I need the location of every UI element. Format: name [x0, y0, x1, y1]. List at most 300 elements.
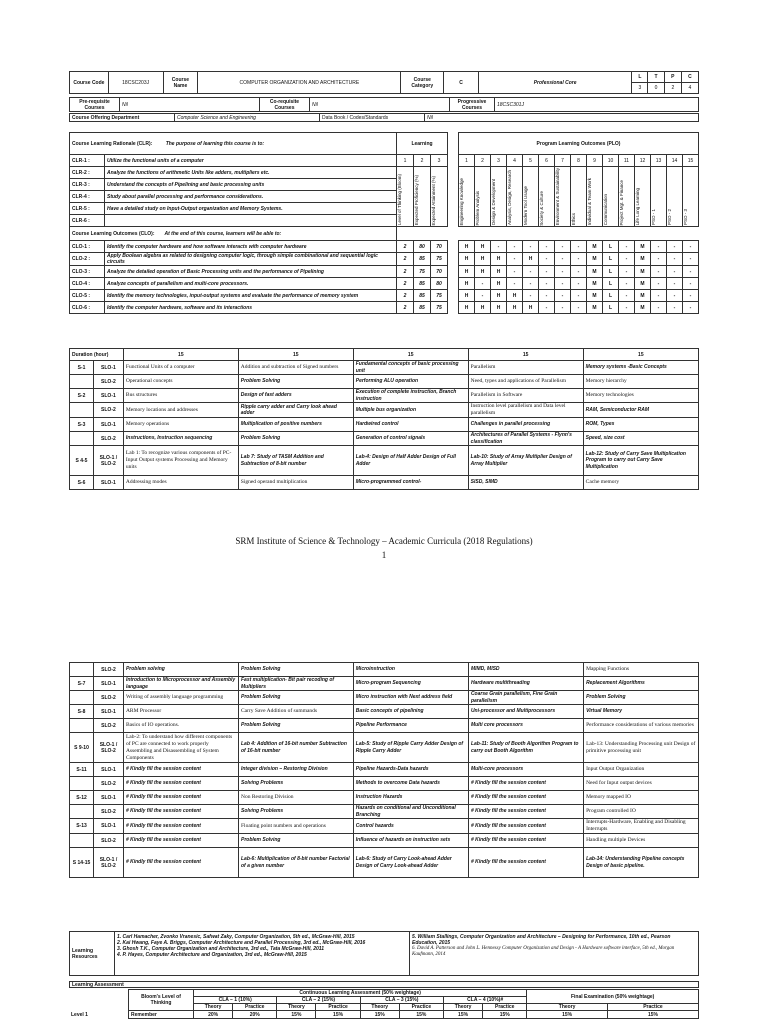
assessment-percent: 15% [360, 1011, 399, 1019]
session-topic: # Kindly fill the session content [123, 805, 238, 819]
clr-code: CLR-1 : [70, 155, 105, 167]
category-name: Professional Core [478, 72, 632, 94]
session-topic: Challenges in parallel processing [468, 418, 583, 432]
final-exam-header: Final Examination (50% weightage) [527, 990, 699, 1004]
session-topic: Instruction level parallelism and Data level parallelism [468, 403, 583, 418]
session-topic: Lab-5: Study of Ripple Carry Adder Design of Ripple Carry Adder [353, 733, 468, 763]
session-topic: Instructions, Instruction sequencing [123, 432, 238, 446]
clo-learning-value: 85 [414, 302, 431, 314]
schedule-table-2 [69, 662, 699, 878]
clr-text: Study about parallel processing and performance considerations. [105, 191, 397, 203]
course-code: 18CSC203J [108, 72, 163, 94]
plo-vertical-header [539, 167, 555, 227]
session-topic: Input Output Organization [584, 763, 699, 777]
coreq-label: Co-requisite Courses [260, 98, 310, 112]
session-label: S 4-5 [70, 446, 94, 476]
learning-vertical-label: Expected Proficiency (%) [414, 175, 419, 226]
clo-plo-value: - [667, 278, 683, 290]
clo-plo-value: - [683, 302, 699, 314]
clr-text: Utilize the functional units of a computer [105, 155, 397, 167]
clr-code: CLR-2 : [70, 167, 105, 179]
clo-plo-value: H [491, 278, 507, 290]
slo-label: SLO-1 [94, 677, 124, 691]
slo-label: SLO-2 [94, 663, 124, 677]
clo-plo-value: - [555, 266, 571, 278]
plo-col-number: 1 [459, 155, 475, 167]
session-topic: Lab-12: Study of Carry Save Multiplication Program to carry out Carry Save Multiplication [583, 446, 698, 476]
plo-vertical-label: PSO - 2 [667, 209, 672, 226]
session-topic: # Kindly fill the session content [468, 819, 583, 834]
resources-right [410, 932, 699, 976]
duration-hours: 15 [468, 349, 583, 361]
clr-text [105, 215, 397, 227]
session-topic: Performing ALU operation [353, 375, 468, 389]
plo-vertical-header [491, 167, 507, 227]
coreq-value: Nil [310, 98, 450, 112]
slo-label: SLO-2 [93, 432, 123, 446]
assessment-percent: 15% [399, 1011, 443, 1019]
plo-vertical-label: PSO - 3 [683, 209, 688, 226]
ltpc-p-val: 2 [664, 83, 681, 94]
plo-col-number: 4 [507, 155, 523, 167]
ltpc-l-val: 3 [632, 83, 647, 94]
clo-learning-value: 2 [397, 302, 414, 314]
footer-title: SRM Institute of Science & Technology – Academic Curricula (2018 Regulations) [235, 536, 533, 546]
offering-table [69, 113, 699, 122]
clo-plo-value: - [507, 241, 523, 253]
duration-label: Duration (hour) [70, 349, 124, 361]
slo-label: SLO-1 / SLO-2 [94, 848, 124, 878]
session-topic: Execution of complete instruction, Branch instruction [353, 389, 468, 403]
ltpc-c-val: 4 [681, 83, 698, 94]
duration-hours: 15 [353, 349, 468, 361]
clo-plo-value: - [523, 278, 539, 290]
session-topic: Multiple bus organization [353, 403, 468, 418]
slo-label: SLO-1 [94, 819, 124, 834]
footer-page-number: 1 [381, 550, 387, 560]
clo-plo-value: M [587, 302, 603, 314]
clo-plo-value: H [459, 302, 475, 314]
clo-plo-value: H [491, 302, 507, 314]
slo-label: SLO-2 [94, 805, 124, 819]
clo-outcome-text: Identify the computer hardware and how software interacts with computer hardware [105, 241, 397, 253]
bloom-label: Bloom's Level of Thinking [129, 990, 194, 1011]
session-topic: Lab-2: To understand how different components of PC are connected to work properly Assembling and Disassembling of System Components [123, 733, 238, 763]
clo-plo-value: - [683, 290, 699, 302]
session-label: S-13 [70, 819, 94, 834]
slo-label: SLO-1 [93, 476, 123, 490]
clo-plo-value: - [539, 241, 555, 253]
assessment-percent: 15% [277, 1011, 316, 1019]
session-topic: Mapping Functions [584, 663, 699, 677]
clo-plo-value: M [635, 278, 651, 290]
learning-vertical-header [431, 167, 448, 227]
session-topic: Fundamental concepts of basic processing unit [353, 361, 468, 375]
plo-vertical-label: Society & Culture [539, 190, 544, 226]
plo-col-number: 11 [619, 155, 635, 167]
resource-2: 2. Kai Hwang, Faye A. Briggs, Computer Architecture and Parallel Processing, 3rd ed., McGraw-Hill, 2016 [117, 940, 366, 946]
session-topic: Problem Solving [238, 432, 353, 446]
session-topic: SISD, SIMD [468, 476, 583, 490]
offering-label: Course Offering Department [70, 114, 175, 122]
clo-plo-value: - [619, 302, 635, 314]
session-topic: Generation of control signals [353, 432, 468, 446]
course-code-label: Course Code [70, 72, 109, 94]
session-topic: Methods to overcome Data hazards [353, 777, 468, 791]
clo-plo-value: - [571, 241, 587, 253]
clo-plo-value: - [507, 253, 523, 266]
theory-col-header: Theory [277, 1004, 316, 1011]
session-topic: Memory systems -Basic Concepts [583, 361, 698, 375]
plo-vertical-label: Ethics [571, 213, 576, 226]
plo-col-number: 5 [523, 155, 539, 167]
clo-learning-value: 2 [397, 253, 414, 266]
session-topic: Basics of IO operations. [123, 719, 238, 733]
session-topic: Ripple carry adder and Carry look ahead adder [238, 403, 353, 418]
clo-plo-value: - [571, 266, 587, 278]
clo-code: CLO-4 : [70, 278, 105, 290]
session-topic: ROM, Types [583, 418, 698, 432]
clo-plo-value: - [651, 253, 667, 266]
session-topic: Program controlled IO [584, 805, 699, 819]
clo-code: CLO-2 : [70, 253, 105, 266]
clr-code: CLR-6 : [70, 215, 105, 227]
clo-plo-value: - [651, 278, 667, 290]
plo-col-number: 12 [635, 155, 651, 167]
theory-col-header: Theory [194, 1004, 233, 1011]
session-topic: Memory mapped IO [584, 791, 699, 805]
clo-plo-value: H [507, 302, 523, 314]
session-label: S 14-15 [70, 848, 94, 878]
session-topic: Problem Solving [238, 834, 353, 848]
clo-plo-value: H [459, 290, 475, 302]
slo-label: SLO-2 [94, 834, 124, 848]
clo-plo-value: H [523, 253, 539, 266]
session-topic: Memory locations and addresses [123, 403, 238, 418]
clo-plo-value: - [507, 266, 523, 278]
course-name-label: Course Name [163, 72, 198, 94]
session-topic: Hardwired control [353, 418, 468, 432]
plo-vertical-label: Engineering Knowledge [459, 177, 464, 226]
slo-label: SLO-1 [94, 791, 124, 805]
clo-learning-value: 75 [414, 266, 431, 278]
ltpc-p-head: P [664, 72, 681, 83]
slo-label: SLO-1 [93, 418, 123, 432]
plo-vertical-header [571, 167, 587, 227]
clo-plo-value: - [651, 241, 667, 253]
clo-outcome-text: Identify the computer hardware, software and its interactions [105, 302, 397, 314]
session-label [70, 777, 94, 791]
clo-outcome-text: Apply Boolean algebra as related to designing computer logic, through simple combinational and sequential logic circuits [105, 253, 397, 266]
assessment-percent: 15% [607, 1011, 698, 1019]
clo-plo-value: H [491, 290, 507, 302]
clo-plo-value: - [667, 302, 683, 314]
clo-plo-value: - [651, 302, 667, 314]
learning-col-number: 3 [431, 155, 448, 167]
session-topic: Instruction Hazards [353, 791, 468, 805]
clo-plo-value: - [571, 290, 587, 302]
session-topic: Lab-13: Understanding Processing unit Design of primitive processing unit [584, 733, 699, 763]
clo-plo-value: M [587, 253, 603, 266]
clr-code: CLR-3 : [70, 179, 105, 191]
session-topic: Memory operations [123, 418, 238, 432]
clo-plo-value: - [619, 278, 635, 290]
session-topic: Performance considerations of various memories [584, 719, 699, 733]
session-topic: Operational concepts [123, 375, 238, 389]
session-label [70, 403, 94, 418]
session-topic: RAM, Semiconductor RAM [583, 403, 698, 418]
clo-plo-value: H [475, 302, 491, 314]
session-topic: ARM Processor [123, 705, 238, 719]
assessment-percent: 20% [233, 1011, 277, 1019]
session-topic: Need, types and applications of Parallelism [468, 375, 583, 389]
plo-vertical-label: Analysis, Design, Research [507, 170, 512, 226]
plo-vertical-header [523, 167, 539, 227]
clo-plo-value: H [459, 266, 475, 278]
session-topic: Hazards on conditional and Unconditional Branching [353, 805, 468, 819]
session-topic: Carry Save Addition of summands [238, 705, 353, 719]
clo-learning-value: 75 [431, 253, 448, 266]
level-1-label: Level 1 [71, 1011, 88, 1018]
databook-value: Nil [425, 114, 699, 122]
clo-plo-value: M [587, 290, 603, 302]
slo-label: SLO-1 [94, 705, 124, 719]
session-topic: Parallelism in Software [468, 389, 583, 403]
session-topic: # Kindly fill the session content [468, 791, 583, 805]
ltpc-t-head: T [648, 72, 664, 83]
clo-outcome-text: Analyze the detailed operation of Basic Processing units and the performance of Pipelining [105, 266, 397, 278]
resources-table [69, 931, 699, 976]
clo-plo-value: L [603, 302, 619, 314]
session-topic: Problem Solving [584, 691, 699, 705]
session-label [70, 432, 94, 446]
clo-plo-value: - [571, 278, 587, 290]
resource-5: 5. William Stallings, Computer Organization and Architecture – Designing for Performance, 10th ed., Pearson Education, 2015 [412, 934, 671, 946]
slo-label: SLO-1 / SLO-2 [93, 446, 123, 476]
slo-label: SLO-1 [94, 763, 124, 777]
clo-learning-value: 75 [431, 290, 448, 302]
resources-left [115, 932, 410, 976]
clo-plo-value: - [667, 241, 683, 253]
session-topic: Micro-programmed control- [353, 476, 468, 490]
prereq-value: Nil [120, 98, 260, 112]
clo-plo-value: H [491, 266, 507, 278]
clo-plo-value: - [667, 266, 683, 278]
session-topic: Memory technologies [583, 389, 698, 403]
plo-col-number: 7 [555, 155, 571, 167]
session-topic: Microinstruction [353, 663, 468, 677]
session-topic: Writing of assembly language programming [123, 691, 238, 705]
slo-label: SLO-2 [94, 719, 124, 733]
session-topic: Problem Solving [238, 663, 353, 677]
clo-plo-value: - [539, 290, 555, 302]
session-topic: Solving Problems [238, 777, 353, 791]
session-label: S-2 [70, 389, 94, 403]
prereq-table [69, 97, 699, 112]
resource-3: 3. Ghosh T.K., Computer Organization and Architecture, 3rd ed., Tata McGraw-Hill, 2011 [117, 946, 324, 952]
session-topic: # Kindly fill the session content [468, 777, 583, 791]
learning-vertical-label: Expected Attainment (%) [431, 175, 436, 226]
prereq-label: Pre-requisite Courses [70, 98, 120, 112]
clo-plo-value: - [523, 290, 539, 302]
plo-col-number: 9 [587, 155, 603, 167]
cla-header: Continuous Learning Assessment (50% weightage) [194, 990, 527, 997]
session-label [70, 375, 94, 389]
session-topic: Control hazards [353, 819, 468, 834]
session-topic: Introduction to Microprocessor and Assembly language [123, 677, 238, 691]
assessment-percent: 20% [194, 1011, 233, 1019]
plo-vertical-header [459, 167, 475, 227]
session-topic: Bus structures [123, 389, 238, 403]
clo-plo-value: M [635, 241, 651, 253]
clr-rationale-label: Course Learning Rationale (CLR): [72, 140, 153, 147]
duration-hours: 15 [123, 349, 238, 361]
clo-plo-value: - [523, 241, 539, 253]
practice-col-header: Practice [233, 1004, 277, 1011]
clo-code: CLO-6 : [70, 302, 105, 314]
clo-plo-value: L [603, 278, 619, 290]
clr-text: Have a detailed study on Input-Output organization and Memory Systems. [105, 203, 397, 215]
practice-col-header: Practice [607, 1004, 698, 1011]
plo-vertical-header [619, 167, 635, 227]
theory-col-header: Theory [443, 1004, 482, 1011]
clo-plo-value: M [587, 241, 603, 253]
session-topic: Integer division – Restoring Division [238, 763, 353, 777]
practice-col-header: Practice [483, 1004, 527, 1011]
clo-plo-value: - [555, 241, 571, 253]
resource-4: 4. P. Hayes, Computer Architecture and Organization, 3rd ed., McGraw-Hill, 2015 [117, 952, 307, 958]
session-topic: # Kindly fill the session content [468, 834, 583, 848]
plo-col-number: 6 [539, 155, 555, 167]
clo-learning-value: 85 [414, 278, 431, 290]
session-topic: Micro-program Sequencing [353, 677, 468, 691]
session-topic: Pipeline Performance [353, 719, 468, 733]
clo-learning-value: 75 [431, 302, 448, 314]
cla-column-header: CLA – 1 (10%) [194, 997, 277, 1004]
session-topic: Lab 4: Addition of 16-bit number Subtraction of 16-bit number [238, 733, 353, 763]
theory-col-header: Theory [360, 1004, 399, 1011]
plo-vertical-label: Project Mgt. & Finance [619, 179, 624, 226]
theory-col-header: Theory [527, 1004, 608, 1011]
plo-col-number: 10 [603, 155, 619, 167]
clr-rationale-header [70, 133, 397, 155]
session-topic: Pipeline Hazards-Data hazards [353, 763, 468, 777]
learning-vertical-header [397, 167, 414, 227]
session-topic: Non Restoring Division [238, 791, 353, 805]
clo-plo-value: H [491, 253, 507, 266]
plo-vertical-label: Design & Development [491, 179, 496, 226]
session-topic: Coarse Grain parallelism, Fine Grain parallelism [468, 691, 583, 705]
session-topic: Fast multiplication- Bit pair recoding of Multipliers [238, 677, 353, 691]
clo-plo-value: - [619, 290, 635, 302]
session-topic: Influence of hazards on instruction sets [353, 834, 468, 848]
session-label: S-3 [70, 418, 94, 432]
clo-plo-value: - [475, 278, 491, 290]
session-topic: Floating point numbers and operations [238, 819, 353, 834]
session-label: S 9-10 [70, 733, 94, 763]
plo-vertical-label: Modern Tool Usage [523, 186, 528, 226]
session-topic: Problem Solving [238, 691, 353, 705]
assessment-percent: 15% [527, 1011, 608, 1019]
clo-plo-value: - [507, 278, 523, 290]
clo-plo-value: - [571, 253, 587, 266]
plo-vertical-label: Life Long Learning [635, 188, 640, 226]
session-topic: Need for Input output devices [584, 777, 699, 791]
clo-plo-value: M [635, 302, 651, 314]
session-topic: Uni-processor and Multiprocessors [468, 705, 583, 719]
clo-plo-value: - [555, 253, 571, 266]
schedule-table-1 [69, 348, 699, 490]
clo-plo-value: - [555, 302, 571, 314]
plo-vertical-header [683, 167, 699, 227]
slo-label: SLO-1 [93, 389, 123, 403]
plo-vertical-header [603, 167, 619, 227]
plo-vertical-label: Individual & Team Work [587, 178, 592, 226]
outcomes-table [69, 132, 699, 314]
session-topic: Lab-6: Study of Carry Look-ahead Adder Design of Carry Look-ahead Adder [353, 848, 468, 878]
plo-vertical-label: Environment & Sustainability [555, 168, 560, 226]
session-topic: Lab-4: Design of Half Adder Design of Full Adder [353, 446, 468, 476]
plo-vertical-label: Communication [603, 194, 608, 226]
course-category-label: Course Category [401, 72, 444, 94]
clo-learning-value: 2 [397, 290, 414, 302]
clo-plo-value: - [651, 266, 667, 278]
clo-plo-value: - [667, 290, 683, 302]
resource-1: 1. Carl Hamacher, Zvonko Vranesic, Safwat Zaky, Computer Organization, 5th ed., McGraw-Hill, 2015 [117, 934, 355, 940]
clo-outcome-text: Analyze concepts of parallelism and multi-core processors. [105, 278, 397, 290]
session-topic: Multiplication of positive numbers [238, 418, 353, 432]
remember-label: Remember [129, 1011, 194, 1019]
clo-plo-value: L [603, 241, 619, 253]
plo-col-number: 13 [651, 155, 667, 167]
clo-learning-value: 70 [431, 241, 448, 253]
session-topic: Signed operand multiplication [238, 476, 353, 490]
ltpc-c-head: C [681, 72, 698, 83]
clo-plo-value: H [459, 241, 475, 253]
session-topic: Multi core processors [468, 719, 583, 733]
session-label [70, 691, 94, 705]
clo-plo-value: H [475, 266, 491, 278]
clo-code: CLO-5 : [70, 290, 105, 302]
session-topic: # Kindly fill the session content [123, 763, 238, 777]
session-label: S-12 [70, 791, 94, 805]
session-topic: # Kindly fill the session content [468, 805, 583, 819]
ltpc-cell [632, 72, 699, 94]
session-topic: # Kindly fill the session content [123, 777, 238, 791]
plo-header: Program Learning Outcomes (PLO) [459, 133, 699, 155]
clo-plo-value: H [459, 278, 475, 290]
clo-plo-value: - [539, 302, 555, 314]
session-topic: Lab-6: Multiplication of 8-bit number Factorial of a given number [238, 848, 353, 878]
practice-col-header: Practice [316, 1004, 360, 1011]
clo-plo-value: - [619, 266, 635, 278]
clo-plo-value: - [571, 302, 587, 314]
session-label [70, 663, 94, 677]
plo-vertical-label: PSO - 1 [651, 209, 656, 226]
course-name: COMPUTER ORGANIZATION AND ARCHITECTURE [198, 72, 401, 94]
session-topic: Micro instruction with Next address field [353, 691, 468, 705]
slo-label: SLO-1 / SLO-2 [94, 733, 124, 763]
session-topic: Hardware multithreading [468, 677, 583, 691]
clo-plo-value: - [683, 241, 699, 253]
session-topic: Lab-11: Study of Booth Algorithm Program to carry out Booth Algorithm [468, 733, 583, 763]
progressive-label: Progressive Courses [450, 98, 495, 112]
session-topic: Cache memory [583, 476, 698, 490]
slo-label: SLO-2 [94, 777, 124, 791]
databook-label: Data Book / Codes/Standards [320, 114, 425, 122]
practice-col-header: Practice [399, 1004, 443, 1011]
plo-vertical-header [635, 167, 651, 227]
